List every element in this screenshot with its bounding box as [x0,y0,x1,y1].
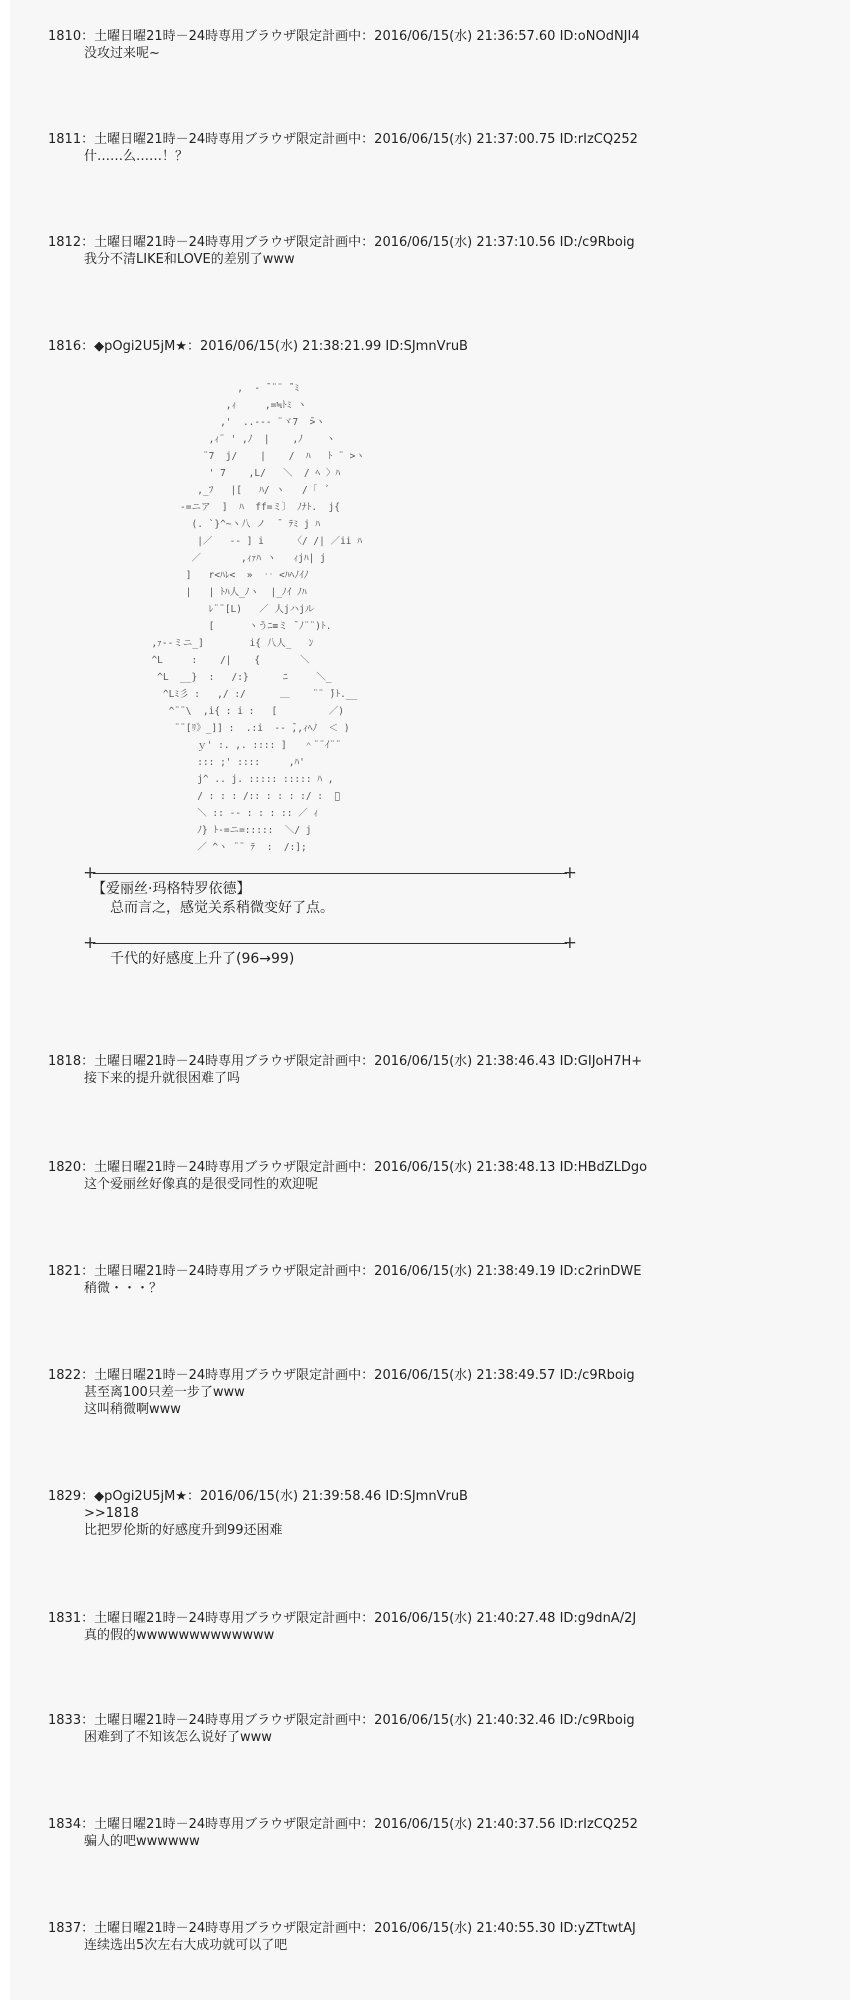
post-header: 1822：土曜日曜21時－24時専用ブラウザ限定計画中：2016/06/15(水) 21:38:49.57 ID:/c9Rboig [48,1368,635,1383]
dialogue-speaker: 【爱丽丝·玛格特罗依德】 [92,881,251,897]
post-header: 1829：◆pOgi2U5jM★：2016/06/15(水) 21:39:58.46 ID:SJmnVruB [48,1489,468,1504]
post-header: 1818：土曜日曜21時－24時専用ブラウザ限定計画中：2016/06/15(水) 21:38:46.43 ID:GIJoH7H+ [48,1054,643,1069]
post-header: 1816：◆pOgi2U5jM★：2016/06/15(水) 21:38:21.99 ID:SJmnVruB [48,339,468,354]
post-body-line: 什……么……！？ [84,149,189,164]
dialogue-divider-top: + + [83,863,577,883]
post [48,28,640,62]
post-header: 1812：土曜日曜21時－24時専用ブラウザ限定計画中：2016/06/15(水) 21:37:10.56 ID:/c9Rboig [48,235,635,250]
post-body-line: 骗人的吧wwwwww [84,1834,200,1849]
post-body-line: 没攻过来呢~ [84,46,160,61]
affection-result: 千代的好感度上升了(96→99) [110,951,295,967]
post-body-line: 甚至离100只差一步了www [84,1385,245,1400]
post-header: 1820：土曜日曜21時－24時専用ブラウザ限定計画中：2016/06/15(水) 21:38:48.13 ID:HBdZLDgo [48,1160,648,1175]
post-body-line: 我分不清LIKE和LOVE的差别了www [84,252,295,267]
post-header: 1811：土曜日曜21時－24時専用ブラウザ限定計画中：2016/06/15(水) 21:37:00.75 ID:rIzCQ252 [48,132,638,147]
post [48,1159,647,1193]
post [48,131,638,165]
post [48,1712,635,1746]
post-header: 1834：土曜日曜21時－24時専用ブラウザ限定計画中：2016/06/15(水) 21:40:37.56 ID:rIzCQ252 [48,1817,638,1832]
thread-page [10,0,850,2000]
dialogue-text: 总而言之，感觉关系稍微变好了点。 [110,900,334,916]
post [48,1488,468,1539]
post [48,1053,642,1087]
post-header: 1831：土曜日曜21時－24時専用ブラウザ限定計画中：2016/06/15(水) 21:40:27.48 ID:g9dnA/2J [48,1611,637,1626]
post-header: 1837：土曜日曜21時－24時専用ブラウザ限定計画中：2016/06/15(水) 21:40:55.30 ID:yZTtwtAJ [48,1921,636,1936]
post-body-line: 这叫稍微啊www [84,1402,181,1417]
dialogue-divider-bottom: + + [83,933,577,953]
ascii-art: , ‐ ¯¨¨ ̄¨ﾐ ,ｨ ,=≒ﾄﾐ ヽ ,' ..--‐ ¨ヾ7 ̄>ヽ ,ｨ¨ ' ,ﾉ | ,ﾉ ヽ ¨7 j/ | / ﾊ ﾄ ¨ >ヽ ' 7 ,L/ ＼ / ﾍ 〉ﾊ ,_ﾌ |[ ﾊ/ ヽ /「 ﾞ -=ニア ] ﾊ ff=ミ〕 ﾉﾅﾄ. j{ (. `}^~ヽ八 ノ ̄ ﾃﾐ j ﾊ |／ ‐‐ ] i 〈/ /| ／ii ﾊ ／ ,ｨｧﾊ ヽ ｨjﾊ| j ] r<ﾊﾚ< » ‥ <ﾊﾍﾉｲﾉ | | ﾄﾊ人_ﾉヽ |_ﾉｲ ﾉﾊ ﾚ¨¨[L) ／ 人jハjル [ ヽうﾆ≡ミ ̄ ﾉ¨¨)ﾄ. ,ｧ‐-ミニ_] i{ 八人_ ﾝ ^L : /| { ＼ ^L __} : /:} ﾆ ＼_ ^Lﾐ彡 : ,/ :/ ＿ ¨¨ ̄)ﾄ.__ ^¨¨\ ,i{ : i : [ ／) ¨¨[ﾘ》_]] : .:i ‐‐ ̄,,ｨﾍﾉ ＜ ) ｙ' :. ,. :::: ] ＾¨¨ｲ¨¨ ::: ;' :::: ,ﾊ' j^ .. j. ::::: ::::: ﾊ , / : : : /:: : : : :/ : ﾞ ＼ :: -- : : : :: ／ ｨ ﾉ} ﾄ-=ニ=::::: ＼/ j ／ ^ヽ ¨¨ ﾃ : /:]; [151,383,365,853]
post-body-line: 接下来的提升就很困难了吗 [84,1071,241,1086]
post-body-line: 连续选出5次左右大成功就可以了吧 [84,1938,288,1953]
ascii-art-figure [140,380,480,860]
post [48,1920,636,1954]
post-body-line: 比把罗伦斯的好感度升到99还困难 [84,1523,283,1538]
post [48,1816,638,1850]
post-header: 1810：土曜日曜21時－24時専用ブラウザ限定計画中：2016/06/15(水) 21:36:57.60 ID:oNOdNJI4 [48,29,640,44]
post-body-line: 稍微・・・？ [84,1281,163,1296]
post-body-line: 困难到了不知该怎么说好了www [84,1730,272,1745]
post-header: 1821：土曜日曜21時－24時専用ブラウザ限定計画中：2016/06/15(水) 21:38:49.19 ID:c2rinDWE [48,1264,642,1279]
post [48,234,635,268]
post [48,1367,635,1418]
post-body-line: 这个爱丽丝好像真的是很受同性的欢迎呢 [84,1177,319,1192]
post [48,1263,641,1297]
post-body-line[interactable]: >>1818 [84,1506,139,1521]
post [48,338,468,355]
post-header: 1833：土曜日曜21時－24時専用ブラウザ限定計画中：2016/06/15(水) 21:40:32.46 ID:/c9Rboig [48,1713,635,1728]
post-body-line: 真的假的wwwwwwwwwwwww [84,1628,275,1643]
post [48,1610,636,1644]
